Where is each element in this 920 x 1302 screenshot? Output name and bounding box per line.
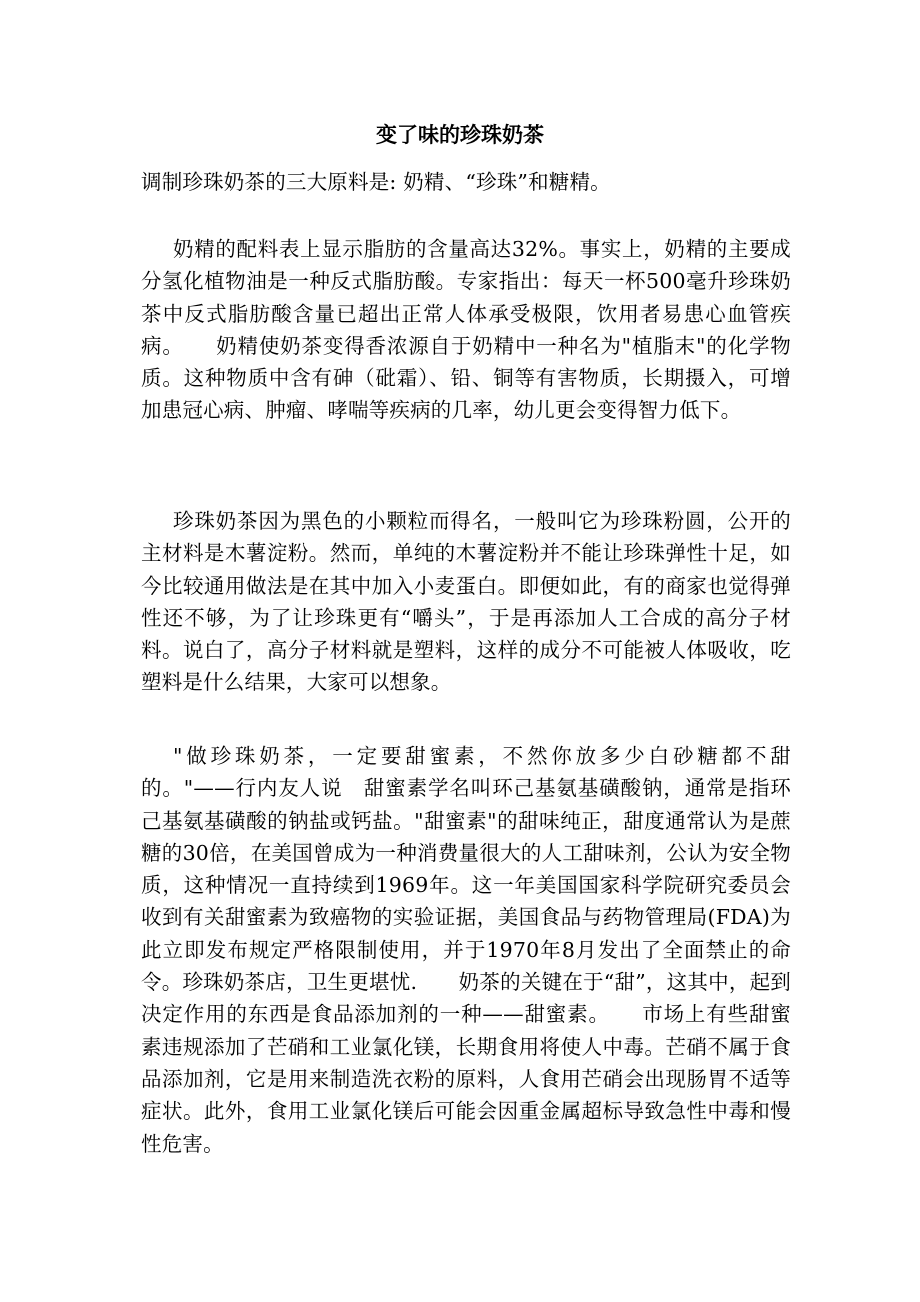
paragraph-pearls: 珍珠奶茶因为黑色的小颗粒而得名，一般叫它为珍珠粉圆，公开的主材料是木薯淀粉。然而，单纯的木薯淀粉并不能让珍珠弹性十足，如今比较通用做法是在其中加入小麦蛋白。即便如此，有的商家也觉得弹性还不够，为了让珍珠更有“嚼头”，于是再添加人工合成的高分子材料。说白了，高分子材料就是塑料，这样的成分不可能被人体吸收，吃塑料是什么结果，大家可以想象。: [141, 509, 791, 695]
paragraph-sweetener: "做珍珠奶茶，一定要甜蜜素，不然你放多少白砂糖都不甜的。"——行内友人说 甜蜜素学名叫环己基氨基磺酸钠，通常是指环己基氨基磺酸的钠盐或钙盐。"甜蜜素"的甜味纯正，甜度通常认为是蔗糖的30倍，在美国曾成为一种消费量很大的人工甜味剂，公认为安全物质，这种情况一直持续到1969年。这一年美国国家科学院研究委员会收到有关甜蜜素为致癌物的实验证据，美国食品与药物管理局(FDA)为此立即发布规定严格限制使用，并于1970年8月发出了全面禁止的命令。珍珠奶茶店，卫生更堪忧. 奶茶的关键在于“甜”，这其中，起到决定作用的东西是食品添加剂的一种——甜蜜素。 市场上有些甜蜜素违规添加了芒硝和工业氯化镁，长期食用将使人中毒。芒硝不属于食品添加剂，它是用来制造洗衣粉的原料，人食用芒硝会出现肠胃不适等症状。此外，食用工业氯化镁后可能会因重金属超标导致急性中毒和慢性危害。: [141, 744, 791, 1156]
paragraph-creamer: 奶精的配料表上显示脂肪的含量高达32%。事实上，奶精的主要成分氢化植物油是一种反式脂肪酸。专家指出：每天一杯500毫升珍珠奶茶中反式脂肪酸含量已超出正常人体承受极限，饮用者易患心血管疾病。 奶精使奶茶变得香浓源自于奶精中一种名为"植脂末"的化学物质。这种物质中含有砷（砒霜）、铅、铜等有害物质，长期摄入，可增加患冠心病、肿瘤、哮喘等疾病的几率，幼儿更会变得智力低下。: [141, 237, 791, 423]
document-title: 变了味的珍珠奶茶: [376, 122, 544, 147]
intro-line: 调制珍珠奶茶的三大原料是: 奶精、“珍珠”和糖精。: [141, 170, 611, 194]
